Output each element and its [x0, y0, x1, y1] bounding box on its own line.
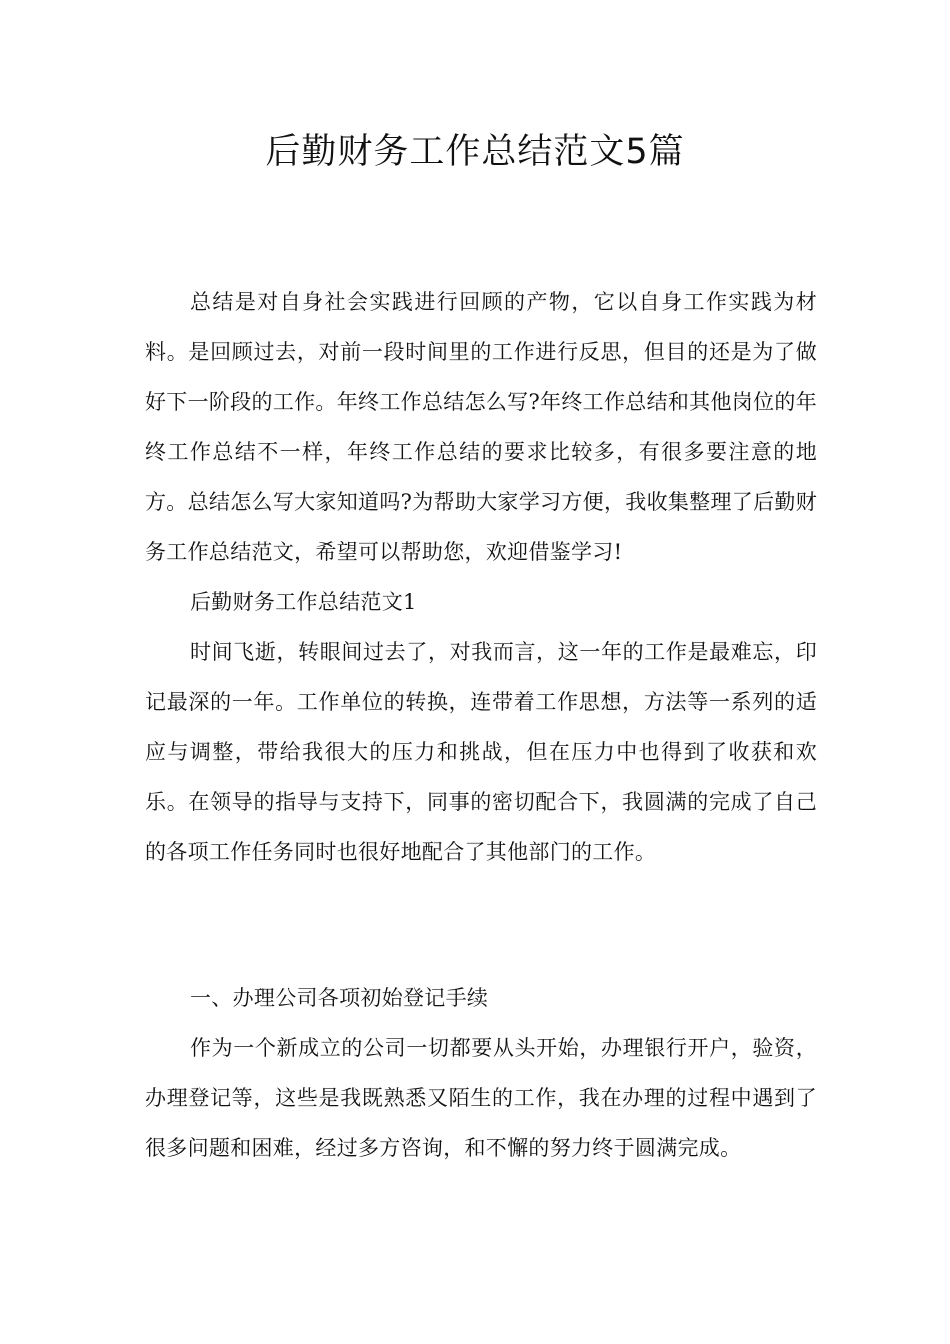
document-body-top [145, 277, 817, 877]
document-title: 后勤财务工作总结范文5篇 [265, 132, 685, 172]
sample-heading: 后勤财务工作总结范文1 [190, 590, 417, 614]
section-heading: 一、办理公司各项初始登记手续 [190, 986, 489, 1010]
intro-paragraph: 总结是对自身社会实践进行回顾的产物，它以自身工作实践为材料。是回顾过去，对前一段时间里的工作进行反思，但目的还是为了做好下一阶段的工作。年终工作总结怎么写?年终工作总结和其他岗位的年终工作总结不一样，年终工作总结的要求比较多，有很多要注意的地方。总结怎么写大家知道吗?为帮助大家学习方便，我收集整理了后勤财务工作总结范文，希望可以帮助您，欢迎借鉴学习! [145, 290, 817, 564]
sample-paragraph: 时间飞逝，转眼间过去了，对我而言，这一年的工作是最难忘，印记最深的一年。工作单位的转换，连带着工作思想，方法等一系列的适应与调整，带给我很大的压力和挑战，但在压力中也得到了收获和欢乐。在领导的指导与支持下，同事的密切配合下，我圆满的完成了自己的各项工作任务同时也很好地配合了其他部门的工作。 [145, 640, 817, 864]
section-paragraph: 作为一个新成立的公司一切都要从头开始，办理银行开户，验资，办理登记等，这些是我既熟悉又陌生的工作，我在办理的过程中遇到了很多问题和困难，经过多方咨询，和不懈的努力终于圆满完成。 [145, 1036, 817, 1160]
document-body-section [145, 973, 817, 1173]
